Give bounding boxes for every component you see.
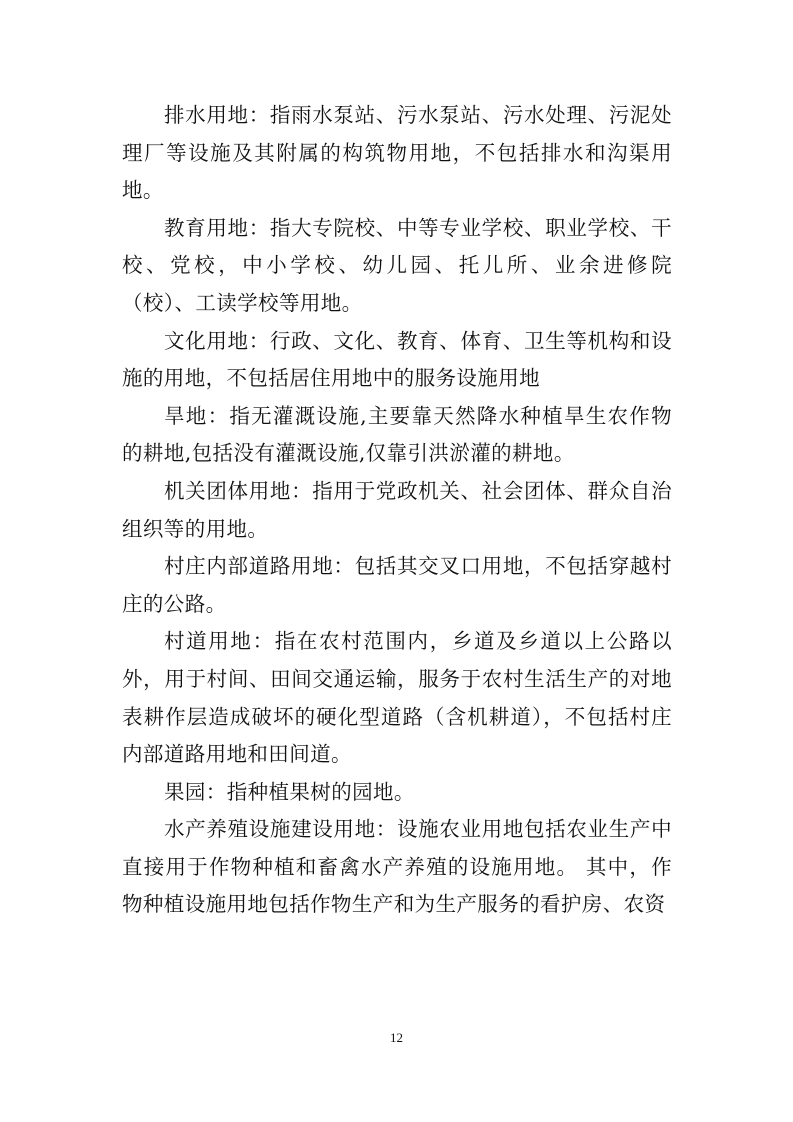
paragraph-orchard: 果园：指种植果树的园地。 [164, 779, 415, 804]
paragraph-culture-land: 文化用地：行政、文化、教育、体育、卫生等机构和设施的用地，不包括居住用地中的服务设施用地 [122, 328, 672, 391]
paragraph-village-road-land: 村道用地：指在农村范围内，乡道及乡道以上公路以外，用于村间、田间交通运输，服务于农村生活生产的对地表耕作层造成破坏的硬化型道路（含机耕道），不包括村庄内部道路用地和田间道。 [122, 629, 672, 767]
paragraph-dry-land: 旱地：指无灌溉设施,主要靠天然降水种植旱生农作物的耕地,包括没有灌溉设施,仅靠引洪淤灌的耕地。 [122, 403, 672, 466]
paragraph-government-land: 机关团体用地：指用于党政机关、社会团体、群众自治组织等的用地。 [122, 478, 672, 541]
paragraph-village-road-internal: 村庄内部道路用地：包括其交叉口用地，不包括穿越村庄的公路。 [122, 554, 672, 616]
paragraph-drainage-land: 排水用地：指雨水泵站、污水泵站、污水处理、污泥处理厂等设施及其附属的构筑物用地，不包括排水和沟渠用地。 [122, 103, 672, 203]
paragraph-aquaculture-land: 水产养殖设施建设用地：设施农业用地包括农业生产中直接用于作物种植和畜禽水产养殖的设施用地。 其中，作物种植设施用地包括作物生产和为生产服务的看护房、农资 [122, 817, 672, 917]
page-number: 12 [390, 1030, 403, 1045]
body-text [122, 97, 672, 924]
paragraph-education-land: 教育用地：指大专院校、中等专业学校、职业学校、干校、党校，中小学校、幼儿园、托儿所、业余进修院（校）、工读学校等用地。 [122, 215, 672, 315]
